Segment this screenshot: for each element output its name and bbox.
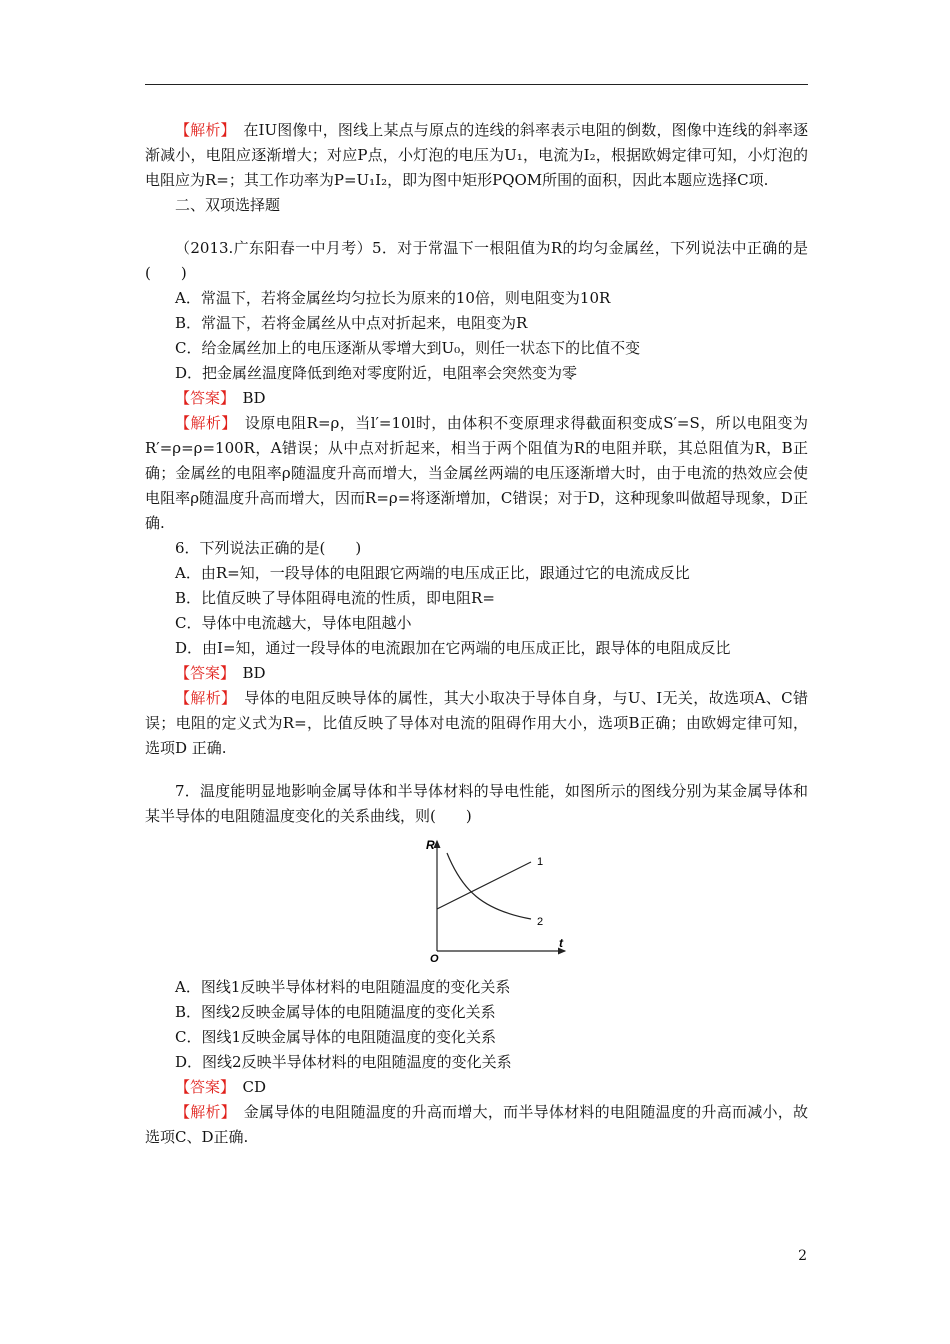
- analysis-tag: 【解析】: [175, 689, 229, 707]
- question-7-option-b: B．图线2反映金属导体的电阻随温度的变化关系: [175, 1003, 496, 1021]
- y-axis-label: R: [426, 838, 435, 852]
- answer-paragraph: [145, 1075, 808, 1100]
- answer-text: CD: [227, 1078, 267, 1096]
- origin-label: O: [430, 953, 439, 963]
- answer-tag: 【答案】: [175, 664, 228, 682]
- answer-paragraph: [145, 386, 808, 411]
- curve-2-label: 2: [537, 916, 544, 928]
- question-6-stem: 6．下列说法正确的是( ): [175, 539, 362, 557]
- analysis-text: 金属导体的电阻随温度的升高而增大，而半导体材料的电阻随温度的升高而减小，故选项C、D正确.: [145, 1103, 808, 1146]
- analysis-text: 导体的电阻反映导体的属性，其大小取决于导体自身，与U、I无关，故选项A、C错误；电阻的定义式为R=，比值反映了导体对电流的阻碍作用大小，选项B正确；由欧姆定律可知，选项D 正确.: [145, 689, 808, 757]
- question-5-stem: （2013.广东阳春一中月考）5．对于常温下一根阻值为R的均匀金属丝，下列说法中正确的是( ): [145, 239, 808, 282]
- curve-1-label: 1: [537, 856, 544, 868]
- section-heading: 二、双项选择题: [175, 196, 281, 214]
- x-axis-label: t: [559, 936, 563, 950]
- header-rule: [145, 84, 808, 85]
- question-6-option-a: A．由R=知，一段导体的电阻跟它两端的电压成正比，跟通过它的电流成反比: [175, 564, 690, 582]
- answer-tag: 【答案】: [175, 1078, 228, 1096]
- answer-tag: 【答案】: [175, 389, 228, 407]
- answer-paragraph: [145, 661, 808, 686]
- analysis-text: 设原电阻R=ρ，当l′=10l时，由体积不变原理求得截面积变成S′=S，所以电阻变为R′=ρ=ρ=100R，A错误；从中点对折起来，相当于两个阻值为R的电阻并联，其总阻值为R，B正确；金属丝的电阻率ρ随温度升高而增大，当金属丝两端的电压逐渐增大时，由于电流的热效应会使电阻率ρ随温度升高而增大，因而R=ρ=将逐渐增加，C错误；对于D，这种现象叫做超导现象，D正确.: [145, 414, 808, 532]
- question-7-stem: 7．温度能明显地影响金属导体和半导体材料的导电性能，如图所示的图线分别为某金属导体和某半导体的电阻随温度变化的关系曲线，则( ): [145, 782, 808, 825]
- answer-text: BD: [227, 389, 266, 407]
- analysis-text: 在IU图像中，图线上某点与原点的连线的斜率表示电阻的倒数，图像中连线的斜率逐渐减小，电阻应逐渐增大；对应P点，小灯泡的电压为U₁，电流为I₂，根据欧姆定律可知，小灯泡的电阻应为R=；其工作功率为P=U₁I₂，即为图中矩形PQOM所围的面积，因此本题应选择C项.: [145, 121, 808, 189]
- analysis-tag: 【解析】: [175, 1103, 229, 1121]
- analysis-tag: 【解析】: [175, 121, 229, 139]
- page-number: 2: [798, 1248, 807, 1264]
- analysis-paragraph: [145, 411, 808, 536]
- question-5-option-c: C．给金属丝加上的电压逐渐从零增大到U₀，则任一状态下的比值不变: [175, 339, 641, 357]
- rt-graph: [417, 835, 567, 963]
- question-7-option-c: C．图线1反映金属导体的电阻随温度的变化关系: [175, 1028, 497, 1046]
- question-6-option-c: C．导体中电流越大，导体电阻越小: [175, 614, 412, 632]
- analysis-tag: 【解析】: [175, 414, 230, 432]
- question-5-option-d: D．把金属丝温度降低到绝对零度附近，电阻率会突然变为零: [175, 364, 578, 382]
- analysis-paragraph: [145, 1100, 808, 1150]
- question-5-option-a: A．常温下，若将金属丝均匀拉长为原来的10倍，则电阻变为10R: [175, 289, 611, 307]
- answer-text: BD: [227, 664, 266, 682]
- question-6-option-b: B．比值反映了导体阻碍电流的性质，即电阻R=: [175, 589, 495, 607]
- question-7-option-a: A．图线1反映半导体材料的电阻随温度的变化关系: [175, 978, 511, 996]
- resistance-temperature-figure: [145, 835, 808, 967]
- document-body: [145, 118, 808, 1150]
- curve-2-curve: [447, 853, 531, 919]
- question-5-option-b: B．常温下，若将金属丝从中点对折起来，电阻变为R: [175, 314, 528, 332]
- question-7-option-d: D．图线2反映半导体材料的电阻随温度的变化关系: [175, 1053, 512, 1071]
- analysis-paragraph: [145, 118, 808, 193]
- question-6-option-d: D．由I=知，通过一段导体的电流跟加在它两端的电压成正比，跟导体的电阻成反比: [175, 639, 731, 657]
- analysis-paragraph: [145, 686, 808, 761]
